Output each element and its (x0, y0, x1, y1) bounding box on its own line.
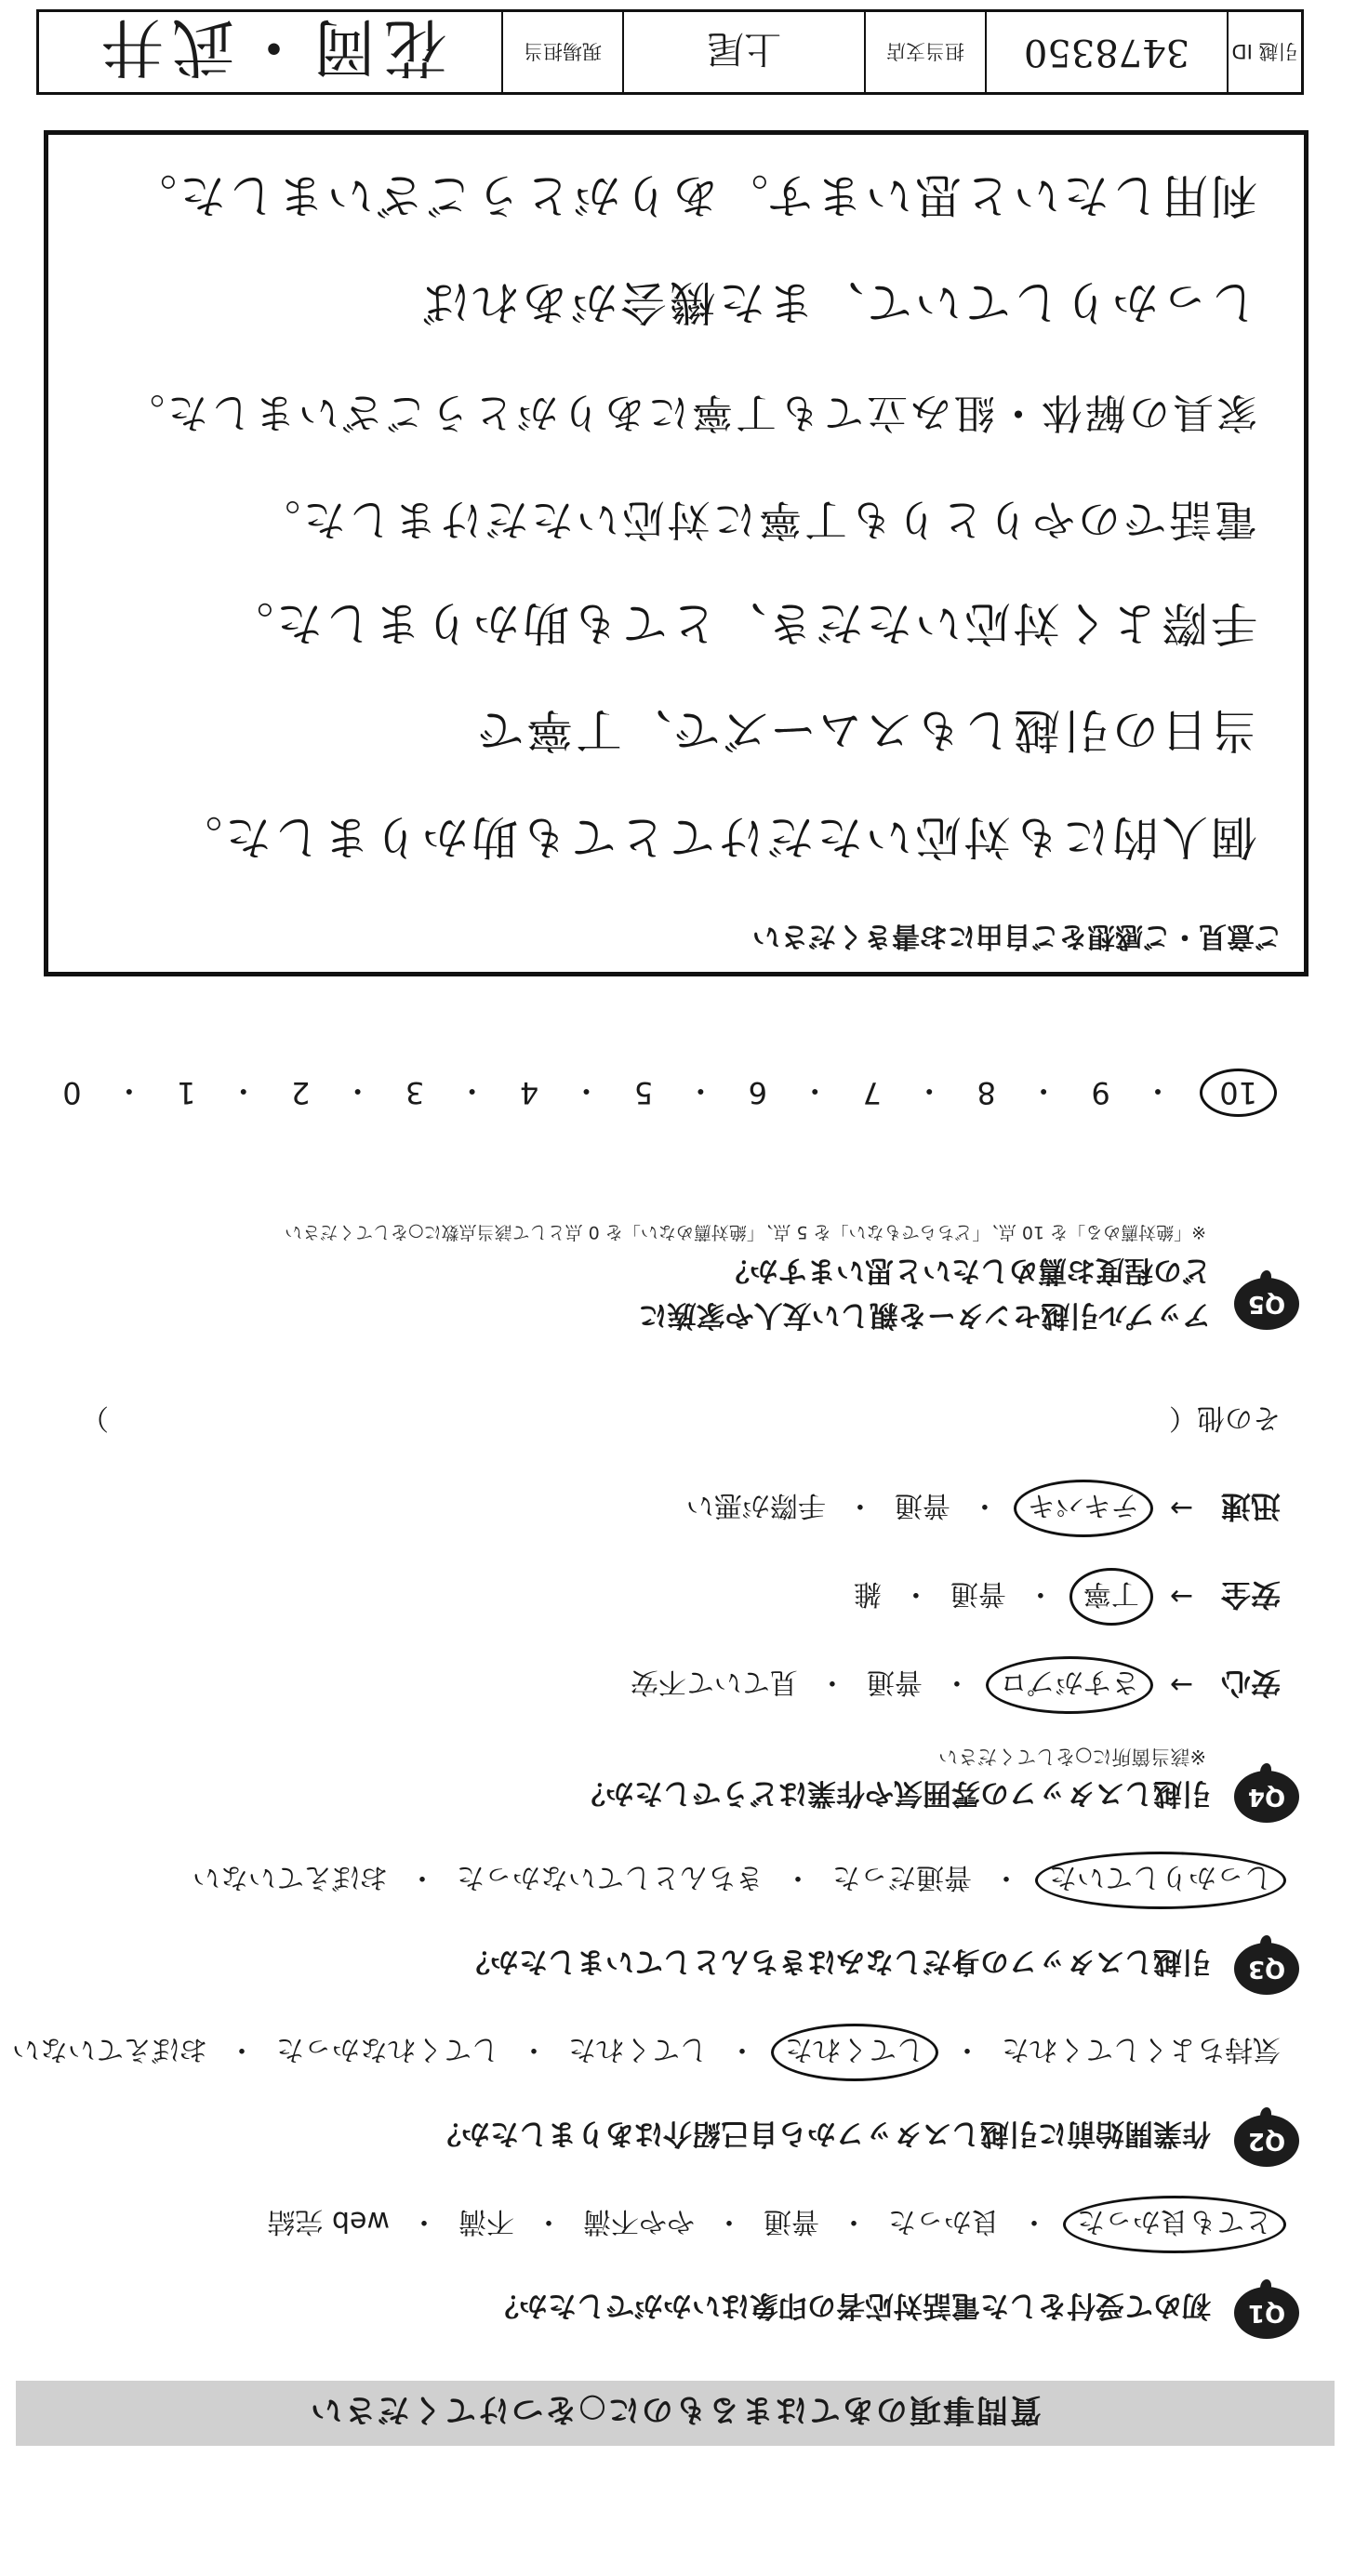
comment-title: ご意見・ご感想をご自由にお書きください (752, 920, 1282, 952)
branch-label-cell (864, 12, 985, 92)
q4-note: ※該当箇所に○をしてください (938, 1746, 1206, 1768)
q5-note: ※「絶対薦める」を 10 点、「どちらでもない」を 5 点、「絶対薦めない」を 0 点として該当点数に○をしてください (285, 1222, 1206, 1242)
q2-options: 気持ちよくしてくれた ・ してくれた ・ してくれた ・ してくれなかった ・ おぼえていない (12, 2031, 1281, 2074)
q4-row-label: 迅速 (1220, 1489, 1281, 1524)
q2-option-1[interactable]: 気持ちよくしてくれた (1002, 2033, 1281, 2065)
q3-option-2[interactable]: 普通だった (832, 1861, 972, 1893)
q1-option-4[interactable]: やや不満 (583, 2205, 695, 2237)
q4-anshin-option-1[interactable]: さすがプロ (986, 1656, 1153, 1714)
comment-line-3: 手際よく対応いただき、とても助かりました。 (224, 596, 1257, 650)
scale-option-7[interactable]: 7 (862, 1075, 882, 1110)
q1-option-1[interactable]: とても良かった (1063, 2196, 1286, 2253)
q3-option-3[interactable]: きちんとしていなかった (457, 1861, 764, 1893)
scale-option-6[interactable]: 6 (748, 1075, 768, 1110)
q4-jinsoku-option-3[interactable]: 手際が悪い (685, 1489, 826, 1521)
q4-anshin-option-2[interactable]: 普通 (866, 1666, 923, 1698)
scale-option-9[interactable]: 9 (1091, 1075, 1110, 1110)
staff-label-cell (501, 12, 622, 92)
q4-badge: Q4 (1234, 1771, 1299, 1823)
q2-option-3[interactable]: してくれた (568, 2033, 708, 2065)
branch-value: 上尾 (707, 27, 781, 71)
scale-option-2[interactable]: 2 (291, 1075, 311, 1110)
q4-row-anshin: 安心 → さすがプロ ・ 普通 ・ 見ていて不安 (631, 1664, 1281, 1706)
q1-option-6[interactable]: web 完結 (267, 2205, 390, 2237)
q4-text: 引越しスタッフの雰囲気や作業はどうでしたか？ (577, 1776, 1211, 1810)
arrow-icon: → (1169, 1580, 1193, 1613)
q5-text-line1: アップル引越センターを親しい友人や家族に (638, 1298, 1211, 1332)
scale-option-3[interactable]: 3 (405, 1075, 425, 1110)
q1-option-5[interactable]: 不満 (458, 2205, 514, 2237)
comment-line-2: 当日の引越しもスムーズで、丁寧で (474, 703, 1257, 757)
instruction-text: 質問事項のあてはまるものに○をつけてください (309, 2391, 1042, 2429)
q4-other-label[interactable]: その他（ (1169, 1401, 1281, 1434)
q4-anzen-option-1[interactable]: 丁寧 (1069, 1568, 1153, 1626)
rating-scale: 10 ・ 9 ・ 8 ・ 7 ・ 6 ・ 5 ・ 4 ・ 3 ・ 2 ・ 1 ・ 0 (62, 1065, 1271, 1121)
comment-line-7: 利用したいと思います。ありがとうございました。 (127, 168, 1257, 222)
q2-option-2[interactable]: してくれた (771, 2024, 938, 2081)
scale-option-10[interactable]: 10 (1200, 1069, 1277, 1117)
q2-option-4[interactable]: してくれなかった (276, 2033, 499, 2065)
q4-row-anzen: 安全 → 丁寧 ・ 普通 ・ 雑 (854, 1575, 1281, 1618)
q5-badge: Q5 (1234, 1278, 1299, 1330)
q2-text: 作業開始前に引越しスタッフから自己紹介はありましたか？ (432, 2117, 1211, 2150)
q3-text: 引越しスタッフの身だしなみはきちんとしていましたか？ (461, 1945, 1211, 1978)
q1-badge: Q1 (1234, 2287, 1299, 2339)
id-label: 引越 ID (1231, 40, 1298, 62)
q4-row-label: 安心 (1220, 1666, 1281, 1701)
scale-option-5[interactable]: 5 (633, 1075, 654, 1110)
scale-option-1[interactable]: 1 (177, 1075, 196, 1110)
comment-line-1: 個人的にも対応いただけてとても助かりました。 (173, 810, 1257, 864)
branch-value-cell (622, 12, 864, 92)
scale-option-0[interactable]: 0 (62, 1075, 82, 1110)
scale-option-8[interactable]: 8 (976, 1075, 996, 1110)
q1-options: とても良かった ・ 良かった ・ 普通 ・ やや不満 ・ 不満 ・ web 完結 (267, 2203, 1281, 2246)
q1-option-2[interactable]: 良かった (888, 2205, 1000, 2237)
q4-other-row (81, 1401, 1281, 1441)
staff-value: 花岡・武井 (93, 9, 447, 84)
comment-line-6: しっかりしていて、また機会があれば (420, 275, 1257, 329)
q3-option-1[interactable]: しっかりしていた (1035, 1852, 1286, 1909)
q1-text: 初めて受付をした電話対応者の印象はいかがでしたか？ (490, 2289, 1211, 2322)
comment-line-5: 家具の解体・組み立ても丁寧にありがとうございました。 (121, 389, 1257, 436)
staff-label: 現場担当 (524, 40, 602, 62)
q1-option-3[interactable]: 普通 (764, 2205, 819, 2237)
q4-jinsoku-option-1[interactable]: テキパキ (1014, 1480, 1153, 1537)
q4-row-jinsoku: 迅速 → テキパキ ・ 普通 ・ 手際が悪い (686, 1487, 1281, 1530)
q2-badge: Q2 (1234, 2115, 1299, 2167)
q4-anzen-option-2[interactable]: 普通 (950, 1577, 1006, 1610)
q5-text-line2: どの程度お薦めしたいと思いますか？ (721, 1254, 1211, 1287)
q4-row-label: 安全 (1220, 1577, 1281, 1613)
arrow-icon: → (1169, 1492, 1193, 1525)
arrow-icon: → (1169, 1668, 1193, 1702)
id-value: 3478350 (1023, 31, 1190, 73)
q3-badge: Q3 (1234, 1943, 1299, 1995)
q3-option-4[interactable]: おぼえていない (193, 1861, 388, 1893)
instruction-band (16, 2381, 1335, 2446)
comment-line-4: 電話でのやりとりも丁寧に対応いただけました。 (255, 495, 1257, 545)
id-table (36, 9, 1304, 95)
q4-anshin-option-3[interactable]: 見ていて不安 (630, 1666, 798, 1698)
q4-anzen-option-3[interactable]: 雑 (853, 1577, 882, 1610)
branch-label: 担当支店 (886, 40, 964, 62)
q3-options: しっかりしていた ・ 普通だった ・ きちんとしていなかった ・ おぼえていない (193, 1859, 1281, 1902)
q4-jinsoku-option-2[interactable]: 普通 (894, 1489, 950, 1521)
scale-option-4[interactable]: 4 (519, 1075, 539, 1110)
q4-other-close: ） (81, 1401, 109, 1434)
staff-value-cell (39, 9, 501, 92)
id-label-cell (1227, 12, 1301, 92)
id-value-cell (985, 12, 1227, 92)
q2-option-5[interactable]: おぼえていない (12, 2033, 207, 2065)
